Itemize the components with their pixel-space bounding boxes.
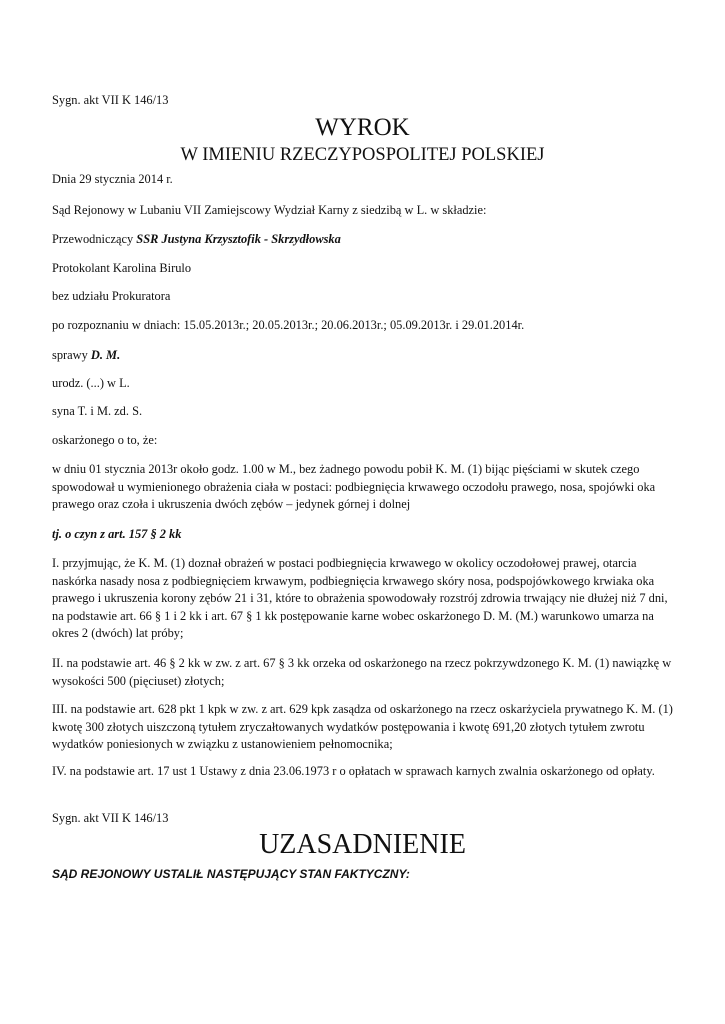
hearing-dates: po rozpoznaniu w dniach: 15.05.2013r.; 20.05.2013r.; 20.06.2013r.; 05.09.2013r. i 29.01.2014r. — [52, 318, 525, 332]
defendant-parents: syna T. i M. zd. S. — [52, 404, 143, 418]
presiding-label: Przewodniczący — [52, 232, 134, 246]
court-clerk: Protokolant Karolina Birulo — [52, 261, 192, 275]
case-defendant-name: D. M. — [90, 348, 121, 362]
court-composition: Sąd Rejonowy w Lubaniu VII Zamiejscowy Wydział Karny z siedzibą w L. w składzie: — [52, 203, 487, 217]
verdict-subtitle: W IMIENIU RZECZYPOSPOLITEJ POLSKIEJ — [180, 145, 545, 165]
presiding-judge-name: SSR Justyna Krzysztofik - Skrzydłowska — [136, 232, 341, 246]
verdict-point-4: IV. na podstawie art. 17 ust 1 Ustawy z dnia 23.06.1973 r o opłatach w sprawach karnych zwalnia oskarżonego od opłaty. — [52, 764, 655, 778]
presiding-judge-line — [52, 231, 678, 249]
verdict-point-1: I. przyjmując, że K. M. (1) doznał obrażeń w postaci podbiegnięcia krwawego w okolicy oczodołowej prawej, otarcia naskórka nasady nosa z podbiegnięciem krwawym, podbiegnięcia krwawego skóry nosa, podspojówkowego krwiaka oka prawego i ukruszenia korony zębów 21 i 31, które to obrażenia spowodowały rozstrój zdrowia trwający nie dłużej niż 7 dni, na podstawie art. 66 § 1 i 2 kk i art. 67 § 1 kk postępowanie karne wobec oskarżonego D. M. (M.) warunkowo umarza na okres 2 (dwóch) lat próby; — [52, 556, 668, 640]
case-signature-justification: Sygn. akt VII K 146/13 — [52, 811, 169, 825]
justification-heading: SĄD REJONOWY USTALIŁ NASTĘPUJĄCY STAN FAKTYCZNY: — [52, 867, 410, 881]
verdict-date: Dnia 29 stycznia 2014 r. — [52, 172, 173, 186]
verdict-point-2: II. na podstawie art. 46 § 2 kk w zw. z art. 67 § 3 kk orzeka od oskarżonego na rzecz pokrzywdzonego K. M. (1) nawiązkę w wysokości 500 (pięciuset) złotych; — [52, 656, 672, 688]
prosecutor-note: bez udziału Prokuratora — [52, 289, 171, 303]
justification-title: UZASADNIENIE — [259, 829, 466, 860]
accusation-intro: oskarżonego o to, że: — [52, 433, 158, 447]
charge-article: tj. o czyn z art. 157 § 2 kk — [52, 527, 182, 541]
case-label: sprawy — [52, 348, 88, 362]
case-signature-top: Sygn. akt VII K 146/13 — [52, 93, 169, 107]
verdict-title: WYROK — [315, 114, 410, 141]
charge-description: w dniu 01 stycznia 2013r około godz. 1.00 w M., bez żadnego powodu pobił K. M. (1) bijąc pięściami w skutek czego spowodował u wymienionego obrażenia ciała w postaci: podbiegnięcia krwawego oczodołu prawego, nosa, spojówki oka prawego oraz czoła i ukruszenia dwóch zębów – jedynek górnej i dolnej — [52, 462, 656, 511]
defendant-birth: urodz. (...) w L. — [52, 376, 130, 390]
case-line — [52, 347, 678, 365]
verdict-point-3: III. na podstawie art. 628 pkt 1 kpk w zw. z art. 629 kpk zasądza od oskarżonego na rzecz oskarżyciela prywatnego K. M. (1) kwotę 300 złotych uiszczoną tytułem zryczałtowanych wydatków postępowania i kwotę 691,20 złotych tytułem zwrotu wydatków poniesionych w związku z ustanowieniem pełnomocnika; — [52, 702, 673, 751]
